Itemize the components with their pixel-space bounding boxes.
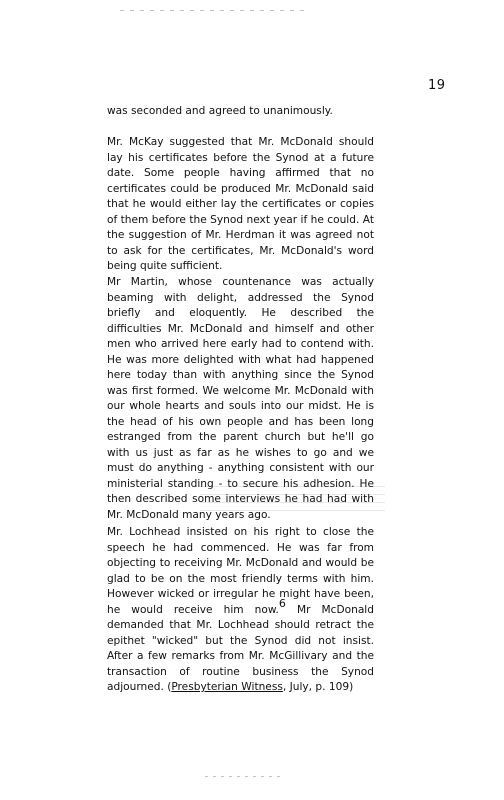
paragraph-text-part: Mr. Lochhead insisted on his right to close the speech he had commenced. He was far from objecting to receiving Mr. McDonald and would be glad to be on the most friendly terms with him. However wicked or irregular he might have been, he would receive him now.: [107, 526, 374, 616]
paragraph-2: [107, 135, 374, 275]
paragraph-text: Mr. McKay suggested that Mr. McDonald should lay his certificates before the Synod at a future date. Some people having affirmed that no certificates could be produced Mr. McDonald said that he would either lay the certificates or copies of them before the Synod next year if he could. At the suggestion of Mr. Herdman it was agreed not to ask for the certificates, Mr. McDonald's word being quite sufficient.: [107, 136, 374, 272]
paragraph-1: [107, 104, 374, 120]
paragraph-3: [107, 275, 374, 523]
paragraph-text-part: , July, p. 109): [282, 681, 354, 693]
footnote-marker: 6: [278, 596, 286, 610]
paragraph-text: [107, 525, 374, 696]
paragraph-text-part: Mr McDonald demanded that Mr. Lochhead should retract the epithet "wicked" but the Synod did not insist. After a few remarks from Mr. McGillivary and the transaction of routine business the Synod adjourned. (: [107, 603, 374, 693]
scan-artifact-top: [120, 10, 310, 11]
page-number: 19: [428, 78, 446, 93]
citation-title: Presbyterian Witness: [171, 681, 283, 693]
paragraph-text: Mr Martin, whose countenance was actually beaming with delight, addressed the Synod briefly and eloquently. He described the difficulties Mr. McDonald and himself and other men who arrived here early had to contend with. He was more delighted with what had happened here today than with anything since the Synod was first formed. We welcome Mr. McDonald with our whole hearts and souls into our midst. He is the head of his own people and has been long estranged from the parent church but he'll go with us just as far as he wishes to go and we must do anything - anything consistent with our ministerial standing - to secure his adhesion. He then described some interviews he had had with Mr. McDonald many years ago.: [107, 276, 374, 521]
paragraph-text: was seconded and agreed to unanimously.: [107, 105, 333, 117]
paragraph-4: [107, 525, 374, 696]
scan-artifact-bottom: [205, 776, 285, 777]
